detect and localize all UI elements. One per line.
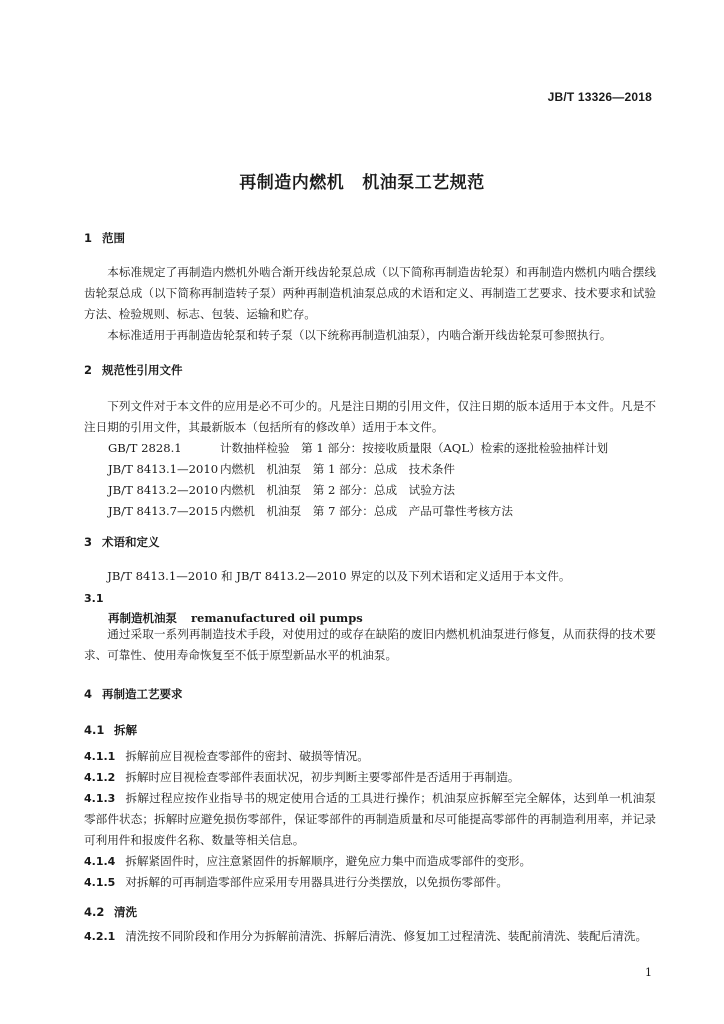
page-number: 1 — [645, 966, 652, 979]
reference-item: GB/T 2828.1 计数抽样检验 第 1 部分：按接收质量限（AQL）检索的逐批检验抽样计划 — [108, 441, 609, 455]
section-1-heading: 1 范围 — [84, 231, 125, 245]
term-chinese: 再制造机油泵 — [108, 611, 177, 625]
section-3-heading: 3 术语和定义 — [84, 535, 160, 549]
reference-item: JB/T 8413.2—2010 内燃机 机油泵 第 2 部分：总成 试验方法 — [108, 483, 456, 497]
section-1-paragraph-2: 本标准适用于再制造齿轮泵和转子泵（以下统称再制造机油泵），内啮合渐开线齿轮泵可参照执行。 — [107, 328, 612, 342]
clause-item: 4.1.2 拆解时应目视检查零部件表面状况，初步判断主要零部件是否适用于再制造。 — [84, 770, 520, 784]
section-2-heading: 2 规范性引用文件 — [84, 363, 183, 377]
title-part-1: 再制造内燃机 — [239, 173, 345, 193]
subsection-4-1-heading: 4.1 拆解 — [84, 723, 137, 737]
clause-item: 4.1.1 拆解前应目视检查零部件的密封、破损等情况。 — [84, 749, 369, 763]
document-title — [0, 168, 724, 193]
term-english: remanufactured oil pumps — [191, 611, 363, 625]
clause-item: 4.1.5 对拆解的可再制造零部件应采用专用器具进行分类摆放，以免损伤零部件。 — [84, 875, 508, 889]
section-3-paragraph-1: JB/T 8413.1—2010 和 JB/T 8413.2—2010 界定的以及下列术语和定义适用于本文件。 — [107, 569, 571, 583]
section-1-paragraph-1: 本标准规定了再制造内燃机外啮合渐开线齿轮泵总成（以下简称再制造齿轮泵）和再制造内燃机内啮合摆线齿轮泵总成（以下简称再制造转子泵）两种再制造机油泵总成的术语和定义、再制造工艺要求、技术要求和试验方法、检验规则、标志、包装、运输和贮存。 — [84, 265, 656, 321]
clause-item: 4.2.1 清洗按不同阶段和作用分为拆解前清洗、拆解后清洗、修复加工过程清洗、装配前清洗、装配后清洗。 — [84, 929, 648, 943]
title-part-2: 机油泵工艺规范 — [362, 173, 485, 193]
clause-item: 4.1.3 拆解过程应按作业指导书的规定使用合适的工具进行操作；机油泵应拆解至完全解体，达到单一机油泵零部件状态；拆解时应避免损伤零部件，保证零部件的再制造质量和尽可能提高零部件的再制造利用率，并记录可利用件和报废件名称、数量等相关信息。 — [84, 791, 656, 847]
subsection-4-2-heading: 4.2 清洗 — [84, 905, 137, 919]
clause-item: 4.1.4 拆解紧固件时，应注意紧固件的拆解顺序，避免应力集中而造成零部件的变形。 — [84, 854, 532, 868]
standard-code: JB/T 13326—2018 — [547, 90, 652, 104]
reference-item: JB/T 8413.1—2010 内燃机 机油泵 第 1 部分：总成 技术条件 — [108, 462, 456, 476]
section-4-heading: 4 再制造工艺要求 — [84, 687, 183, 701]
term-number: 3.1 — [84, 592, 104, 605]
section-2-paragraph-1: 下列文件对于本文件的应用是必不可少的。凡是注日期的引用文件，仅注日期的版本适用于本文件。凡是不注日期的引用文件，其最新版本（包括所有的修改单）适用于本文件。 — [84, 399, 656, 434]
term-definition: 通过采取一系列再制造技术手段，对使用过的或存在缺陷的废旧内燃机机油泵进行修复，从而获得的技术要求、可靠性、使用寿命恢复至不低于原型新品水平的机油泵。 — [84, 627, 656, 662]
reference-item: JB/T 8413.7—2015 内燃机 机油泵 第 7 部分：总成 产品可靠性考核方法 — [108, 504, 513, 518]
